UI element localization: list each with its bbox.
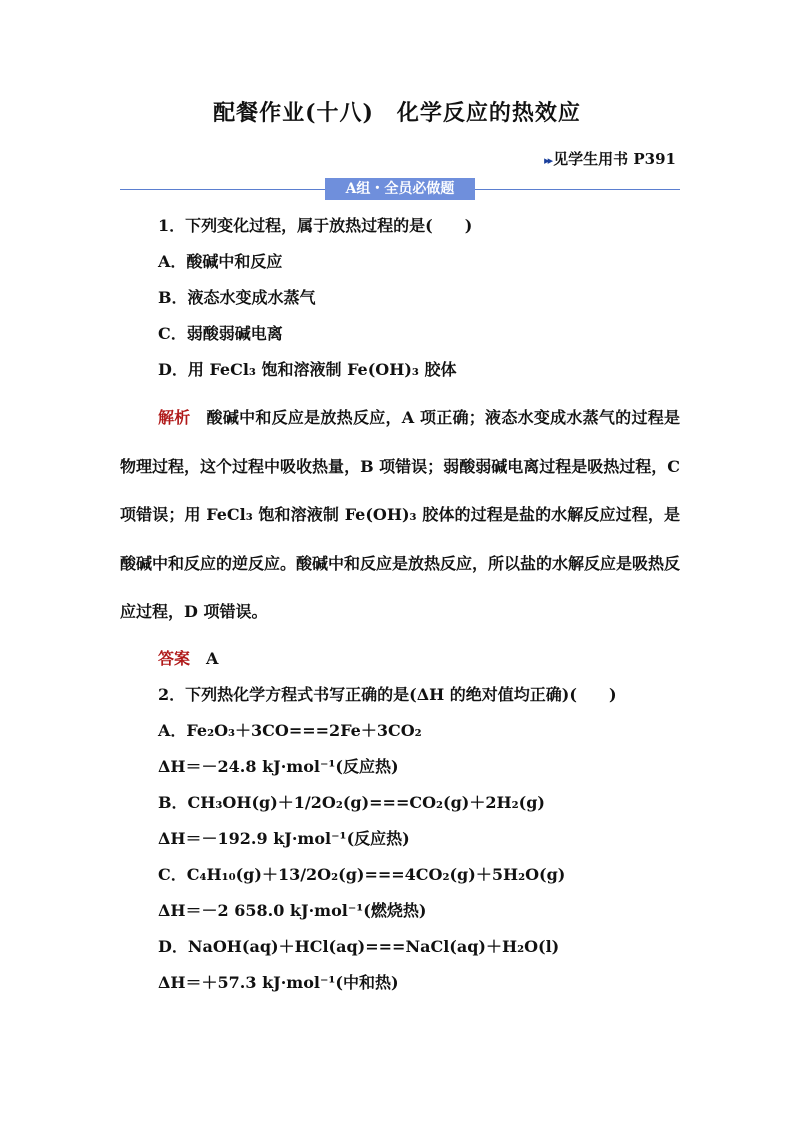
question-1-option-c: C．弱酸弱碱电离 bbox=[158, 324, 283, 343]
question-2-line: D．NaOH(aq)＋HCl(aq)===NaCl(aq)＋H₂O(l) bbox=[158, 936, 560, 956]
answer-value: A bbox=[206, 648, 219, 668]
question-1-option-d: D．用 FeCl₃ 饱和溶液制 Fe(OH)₃ 胶体 bbox=[158, 360, 457, 379]
question-1-analysis bbox=[120, 394, 680, 637]
question-2-line: ΔH＝－2 658.0 kJ·mol⁻¹(燃烧热) bbox=[158, 900, 427, 920]
question-2-line: ΔH＝－192.9 kJ·mol⁻¹(反应热) bbox=[158, 828, 410, 848]
question-2-stem: 2．下列热化学方程式书写正确的是(ΔH 的绝对值均正确)( ) bbox=[158, 684, 617, 704]
question-1-option-a: A．酸碱中和反应 bbox=[158, 252, 283, 271]
page-reference bbox=[544, 148, 676, 169]
question-2-line: B．CH₃OH(g)＋1/2O₂(g)===CO₂(g)＋2H₂(g) bbox=[158, 792, 545, 812]
question-2-line: A．Fe₂O₃＋3CO===2Fe＋3CO₂ bbox=[158, 720, 422, 740]
question-1-option-b: B．液态水变成水蒸气 bbox=[158, 288, 316, 307]
section-header bbox=[120, 178, 680, 200]
page-reference-text: 见学生用书 P391 bbox=[553, 150, 676, 168]
question-2-line: ΔH＝＋57.3 kJ·mol⁻¹(中和热) bbox=[158, 972, 399, 992]
page-title: 配餐作业(十八) 化学反应的热效应 bbox=[213, 100, 581, 126]
analysis-tag: 解析 bbox=[158, 408, 191, 427]
question-1-stem: 1．下列变化过程，属于放热过程的是( ) bbox=[158, 216, 473, 235]
document-body bbox=[120, 208, 680, 1001]
question-1-answer bbox=[120, 641, 680, 677]
analysis-text: 酸碱中和反应是放热反应，A 项正确；液态水变成水蒸气的过程是物理过程，这个过程中吸收热量，B 项错误；弱酸弱碱电离过程是吸热过程，C 项错误；用 FeCl₃ 饱和溶液制 Fe(OH)₃ 胶体的过程是盐的水解反应过程，是酸碱中和反应的逆反应。酸碱中和反应是放热反应，所以盐的水解反应是吸热反应过程，D 项错误。 bbox=[120, 408, 681, 621]
section-label: A组・全员必做题 bbox=[325, 178, 475, 200]
question-2-line: C．C₄H₁₀(g)＋13/2O₂(g)===4CO₂(g)＋5H₂O(g) bbox=[158, 864, 566, 884]
answer-tag: 答案 bbox=[158, 648, 191, 668]
question-2-line: ΔH＝－24.8 kJ·mol⁻¹(反应热) bbox=[158, 756, 399, 776]
double-arrow-icon: ▸▸ bbox=[544, 154, 552, 167]
